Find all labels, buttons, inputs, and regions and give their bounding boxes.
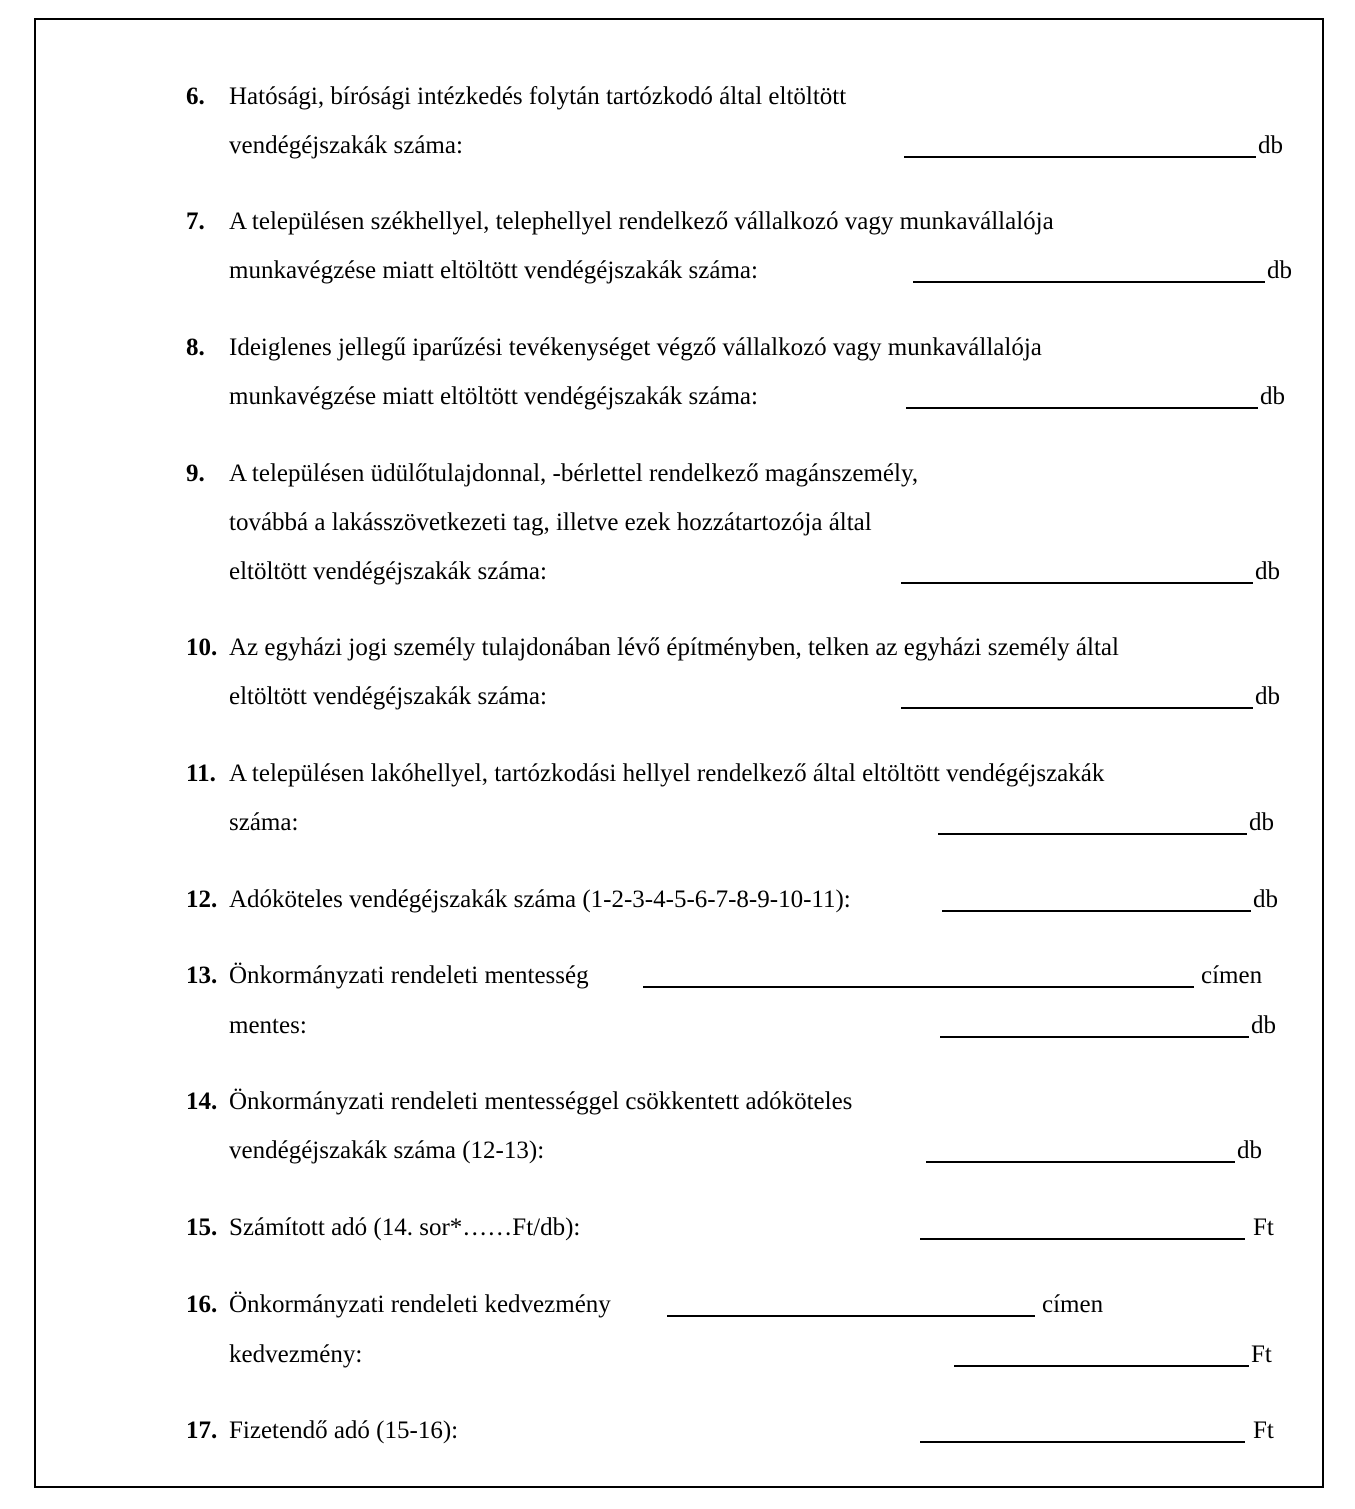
- item-text-line: Ideiglenes jellegű iparűzési tevékenységet végző vállalkozó vagy munkavállalója: [229, 334, 1042, 361]
- item-text-line: A településen székhellyel, telephellyel rendelkező vállalkozó vagy munkavállalója: [229, 208, 1054, 235]
- unit-label: db: [1255, 683, 1280, 710]
- item-number: 12.: [186, 886, 218, 913]
- item-text-line: mentes:: [229, 1012, 307, 1039]
- item-text-line: Önkormányzati rendeleti kedvezmény: [229, 1291, 611, 1318]
- unit-label: db: [1251, 1012, 1276, 1039]
- unit-label: db: [1249, 809, 1274, 836]
- item-text-line: Hatósági, bírósági intézkedés folytán tartózkodó által eltöltött: [229, 83, 847, 110]
- item-text-line: munkavégzése miatt eltöltött vendégéjszakák száma:: [229, 257, 758, 284]
- item-number: 16.: [186, 1291, 218, 1318]
- item-number: 7.: [186, 208, 205, 235]
- value-blank-field[interactable]: [940, 1036, 1249, 1038]
- item-number: 13.: [186, 962, 218, 989]
- item-text-line: munkavégzése miatt eltöltött vendégéjszakák száma:: [229, 383, 758, 410]
- unit-label: Ft: [1253, 1417, 1274, 1444]
- value-blank-field[interactable]: [901, 582, 1253, 584]
- item-number: 10.: [186, 634, 218, 661]
- value-blank-field[interactable]: [906, 407, 1258, 409]
- form-border: [34, 18, 1324, 1488]
- item-number: 17.: [186, 1417, 218, 1444]
- item-text-line: száma:: [229, 809, 299, 836]
- exemption-title-blank[interactable]: [643, 986, 1194, 988]
- item-text-line: eltöltött vendégéjszakák száma:: [229, 683, 547, 710]
- item-number: 11.: [186, 760, 216, 787]
- value-blank-field[interactable]: [920, 1238, 1245, 1240]
- value-blank-field[interactable]: [954, 1365, 1249, 1367]
- value-blank-field[interactable]: [938, 833, 1247, 835]
- item-number: 9.: [186, 460, 205, 487]
- item-text-line: A településen lakóhellyel, tartózkodási hellyel rendelkező által eltöltött vendégéjszakák: [229, 760, 1105, 787]
- item-text-line: Fizetendő adó (15-16):: [229, 1417, 459, 1444]
- item-text-line: A településen üdülőtulajdonnal, -bérlettel rendelkező magánszemély,: [229, 460, 919, 487]
- unit-label: Ft: [1251, 1341, 1272, 1368]
- item-number: 8.: [186, 334, 205, 361]
- discount-title-blank[interactable]: [667, 1315, 1035, 1317]
- item-text-line: Önkormányzati rendeleti mentességgel csökkentett adóköteles: [229, 1088, 853, 1115]
- item-text-line: Számított adó (14. sor*……Ft/db):: [229, 1214, 581, 1241]
- item-number: 14.: [186, 1088, 218, 1115]
- value-blank-field[interactable]: [904, 156, 1256, 158]
- unit-label: db: [1237, 1137, 1262, 1164]
- item-text-line: Adóköteles vendégéjszakák száma (1-2-3-4-5-6-7-8-9-10-11):: [229, 886, 851, 913]
- unit-label: db: [1258, 132, 1283, 159]
- item-number: 15.: [186, 1214, 218, 1241]
- value-blank-field[interactable]: [926, 1161, 1235, 1163]
- value-blank-field[interactable]: [920, 1441, 1245, 1443]
- item-text-line: vendégéjszakák száma:: [229, 132, 463, 159]
- value-blank-field[interactable]: [901, 707, 1253, 709]
- unit-label: db: [1255, 558, 1280, 585]
- item-text-line: eltöltött vendégéjszakák száma:: [229, 558, 547, 585]
- value-blank-field[interactable]: [913, 281, 1265, 283]
- unit-label: db: [1260, 383, 1285, 410]
- title-suffix-label: címen: [1201, 962, 1263, 989]
- value-blank-field[interactable]: [942, 910, 1251, 912]
- item-text-line: továbbá a lakásszövetkezeti tag, illetve ezek hozzátartozója által: [229, 509, 872, 536]
- unit-label: db: [1267, 257, 1292, 284]
- item-text-line: Az egyházi jogi személy tulajdonában lévő építményben, telken az egyházi személy által: [229, 634, 1119, 661]
- item-text-line: vendégéjszakák száma (12-13):: [229, 1137, 545, 1164]
- unit-label: Ft: [1253, 1214, 1274, 1241]
- item-text-line: kedvezmény:: [229, 1341, 363, 1368]
- title-suffix-label: címen: [1042, 1291, 1104, 1318]
- item-number: 6.: [186, 83, 205, 110]
- item-text-line: Önkormányzati rendeleti mentesség: [229, 962, 589, 989]
- unit-label: db: [1253, 886, 1278, 913]
